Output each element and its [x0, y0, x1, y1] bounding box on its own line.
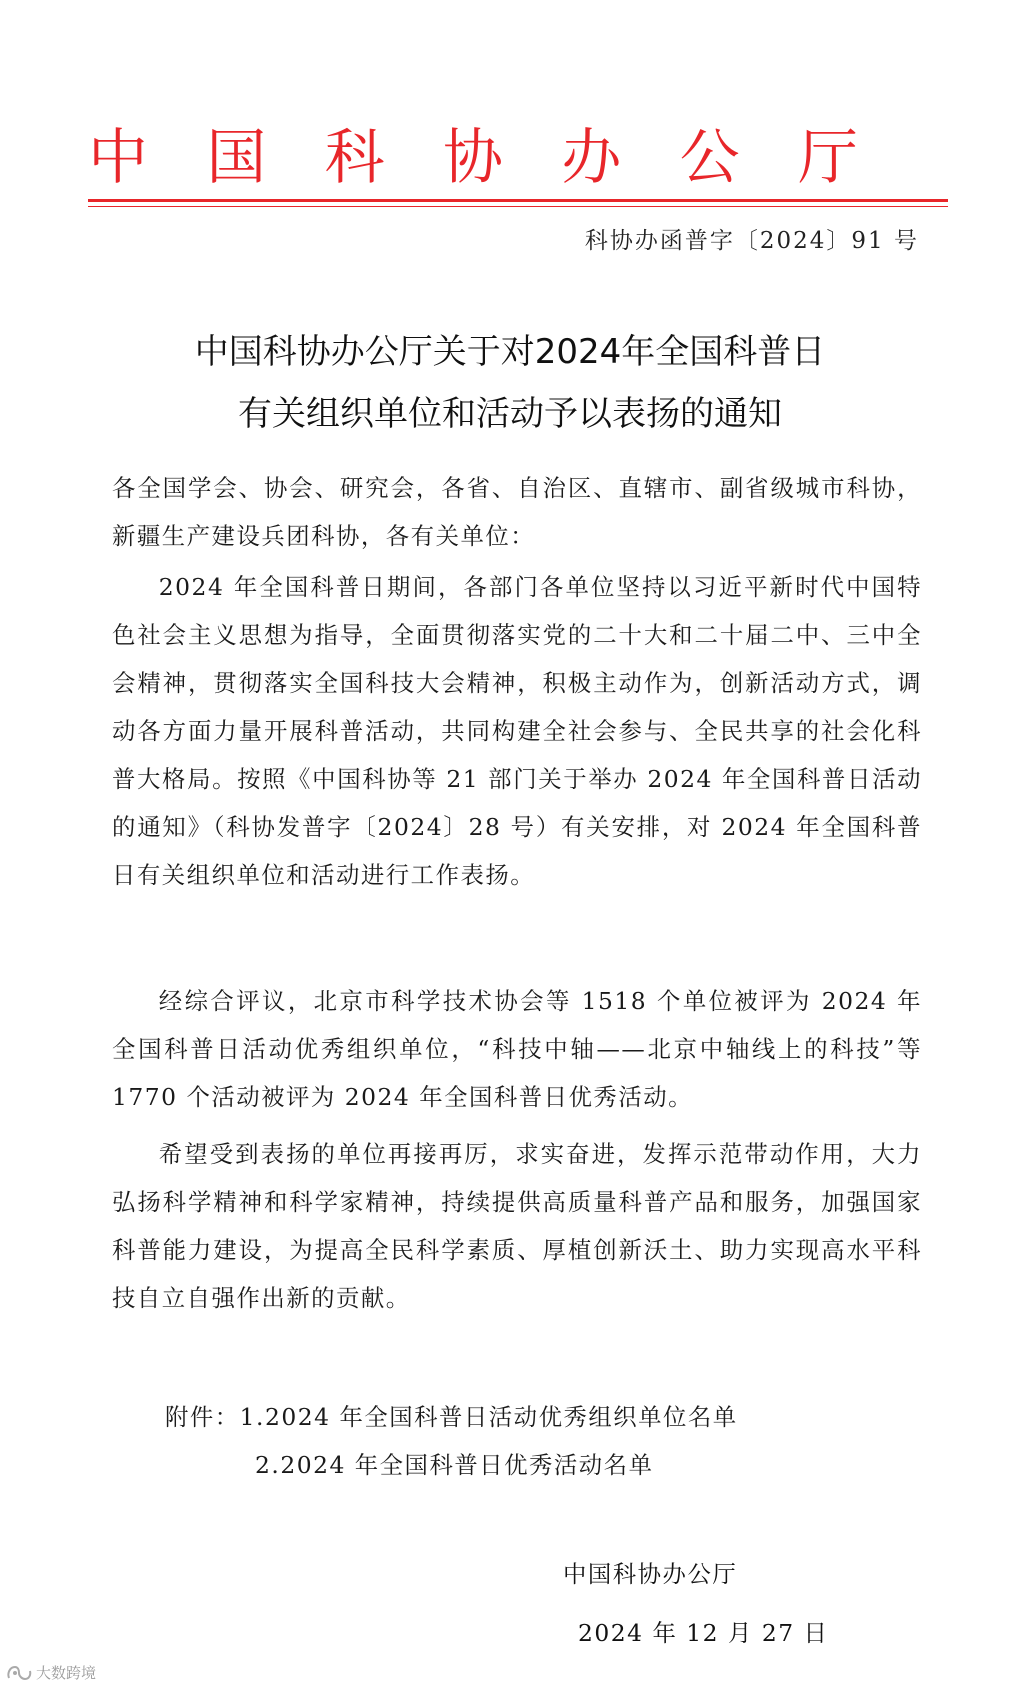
salutation: 各全国学会、协会、研究会，各省、自治区、直辖市、副省级城市科协，新疆生产建设兵团科协，各有关单位：	[112, 474, 922, 550]
attachment-item-2: 2.2024 年全国科普日优秀活动名单	[255, 1451, 654, 1479]
body-paragraph-2: 经综合评议，北京市科学技术协会等 1518 个单位被评为 2024 年全国科普日活动优秀组织单位，“科技中轴——北京中轴线上的科技”等 1770 个活动被评为 2024 年全国科普日优秀活动。	[112, 987, 922, 1111]
document-title-line-2: 有关组织单位和活动予以表扬的通知	[238, 394, 782, 434]
masthead-char: 协	[442, 123, 503, 193]
watermark	[6, 1662, 96, 1683]
attachment-item-1: 附件：1.2024 年全国科普日活动优秀组织单位名单	[165, 1403, 738, 1431]
signature-organization: 中国科协办公厅	[563, 1560, 738, 1588]
logo-icon	[6, 1664, 32, 1682]
signature-date: 2024 年 12 月 27 日	[578, 1619, 829, 1647]
masthead-char: 公	[679, 123, 740, 193]
document-number: 科协办函普字〔2024〕91 号	[584, 228, 919, 254]
masthead-char: 中	[88, 123, 148, 193]
document-title-line-1: 中国科协办公厅关于对2024年全国科普日	[194, 332, 826, 372]
masthead-char: 国	[206, 123, 267, 193]
masthead-char: 厅	[797, 123, 858, 193]
header-divider-thin	[88, 206, 948, 207]
body-paragraph-3: 希望受到表扬的单位再接再厉，求实奋进，发挥示范带动作用，大力弘扬科学精神和科学家精神，持续提供高质量科普产品和服务，加强国家科普能力建设，为提高全民科学素质、厚植创新沃土、助力实现高水平科技自立自强作出新的贡献。	[112, 1140, 922, 1312]
watermark-text: 大数跨境	[36, 1664, 97, 1682]
header-divider-thick	[88, 199, 948, 202]
masthead-char: 办	[561, 123, 622, 193]
masthead	[88, 118, 858, 198]
body-paragraph-1: 2024 年全国科普日期间，各部门各单位坚持以习近平新时代中国特色社会主义思想为指导，全面贯彻落实党的二十大和二十届二中、三中全会精神，贯彻落实全国科技大会精神，积极主动作为，创新活动方式，调动各方面力量开展科普活动，共同构建全社会参与、全民共享的社会化科普大格局。按照《中国科协等 21 部门关于举办 2024 年全国科普日活动的通知》（科协发普字〔2024〕28 号）有关安排，对 2024 年全国科普日有关组织单位和活动进行工作表扬。	[112, 573, 922, 889]
masthead-char: 科	[324, 123, 385, 193]
